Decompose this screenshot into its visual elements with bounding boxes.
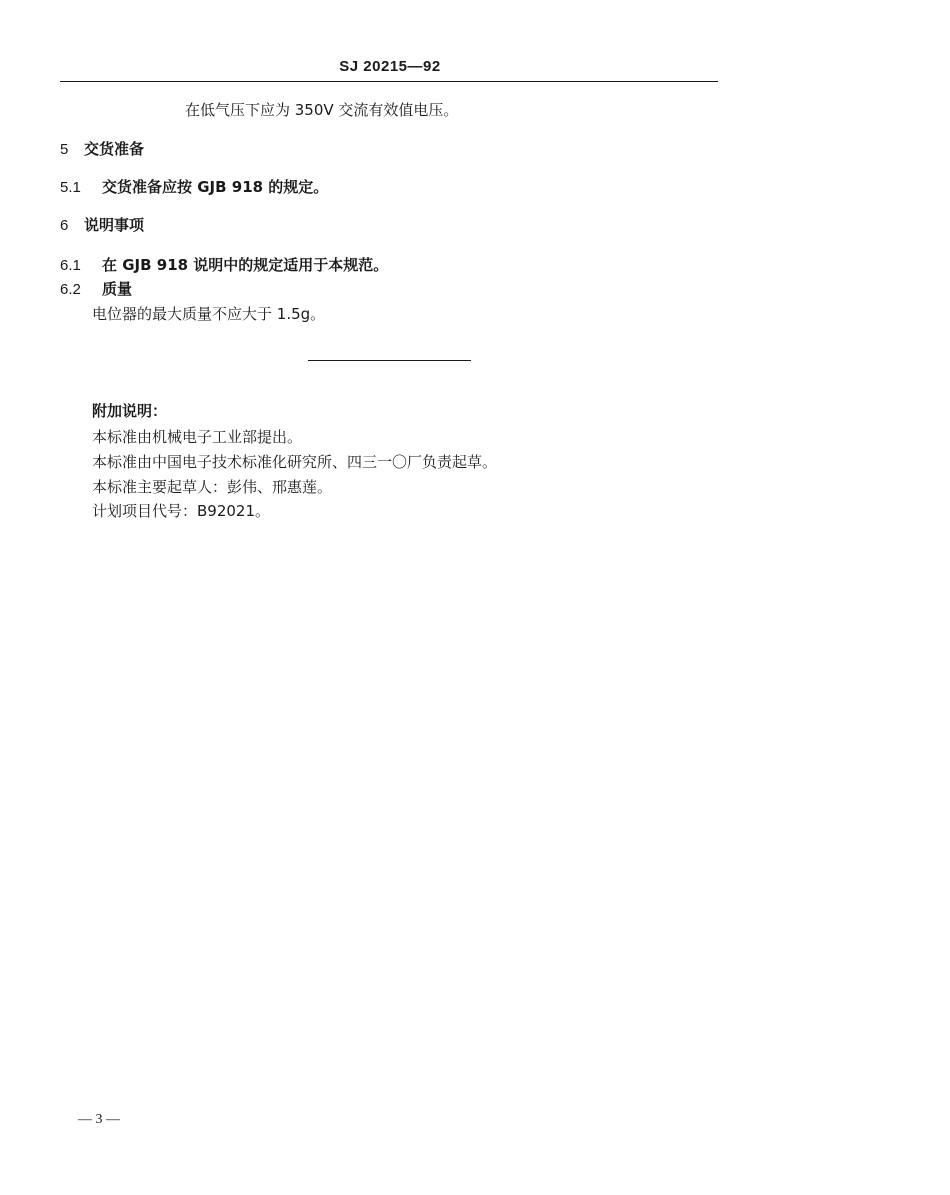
end-divider [308,360,471,361]
notes-line: 计划项目代号：B92021。 [92,502,271,520]
notes-line: 本标准主要起草人：彭伟、邢惠莲。 [92,478,333,496]
header-rule [60,81,718,82]
section-5-number: 5 [60,141,69,158]
section-6-number: 6 [60,217,69,234]
clause-5-1-text: 交货准备应按 GJB 918 的规定。 [102,178,329,196]
standard-code-header: SJ 20215—92 [339,58,441,75]
section-6-title: 说明事项 [84,216,145,234]
clause-6-2-number: 6.2 [60,281,81,298]
clause-6-2-title: 质量 [102,280,133,298]
notes-line: 本标准由中国电子技术标准化研究所、四三一〇厂负责起草。 [92,453,498,471]
section-6-heading [60,216,144,235]
clause-6-1-number: 6.1 [60,257,81,274]
clause-5-1 [60,178,328,197]
clause-6-2-text: 电位器的最大质量不应大于 1.5g。 [92,305,326,323]
clause-6-1-text: 在 GJB 918 说明中的规定适用于本规范。 [102,256,389,274]
notes-line: 本标准由机械电子工业部提出。 [92,428,303,446]
page-number: — 3 — [78,1112,120,1127]
clause-6-2-heading [60,280,132,299]
continuation-line: 在低气压下应为 350V 交流有效值电压。 [185,101,459,119]
section-5-heading [60,140,144,159]
notes-heading: 附加说明： [92,402,168,420]
clause-5-1-number: 5.1 [60,179,81,196]
clause-6-1 [60,256,388,275]
section-5-title: 交货准备 [84,140,145,158]
